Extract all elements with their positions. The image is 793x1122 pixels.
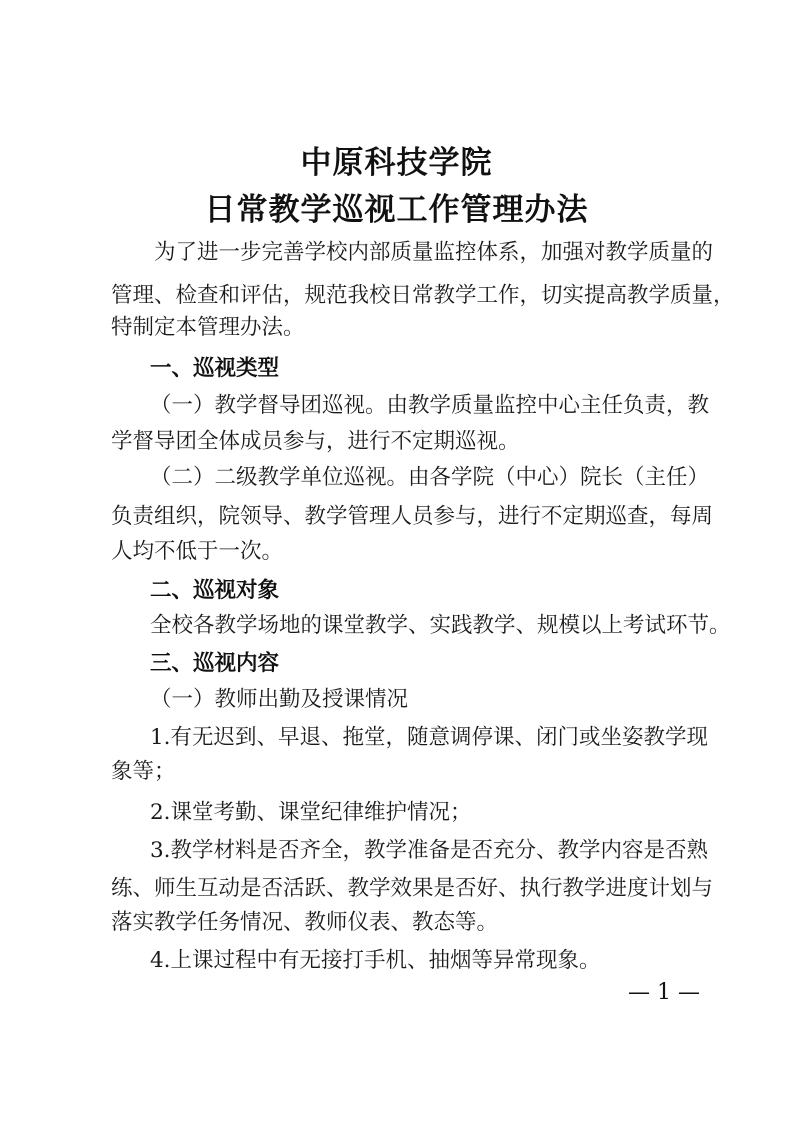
list-item: 4.上课过程中有无接打手机、抽烟等异常现象。 [150,948,601,973]
intro-line: 特制定本管理办法。 [111,315,305,340]
section-heading-content: 三、巡视内容 [150,651,280,676]
paragraph-line: 负责组织，院领导、教学管理人员参与，进行不定期巡查，每周 [111,504,714,529]
list-item: 象等； [111,759,176,784]
page-number: — 1 — [628,980,700,1005]
paragraph-line: （二）二级教学单位巡视。由各学院（中心）院长（主任） [150,465,710,490]
paragraph-line: 学督导团全体成员参与，进行不定期巡视。 [111,429,520,454]
list-item: 3.教学材料是否齐全，教学准备是否充分、教学内容是否熟 [150,838,709,863]
intro-line: 为了进一步完善学校内部质量监控体系，加强对教学质量的 [154,240,714,265]
paragraph-line: 全校各教学场地的课堂教学、实践教学、规模以上考试环节。 [150,613,731,638]
subsection-heading: （一）教师出勤及授课情况 [150,687,409,712]
document-title-school: 中原科技学院 [300,145,493,181]
intro-line: 管理、检查和评估，规范我校日常教学工作，切实提高教学质量， [111,283,735,308]
paragraph-line: 人均不低于一次。 [111,539,284,564]
list-item: 2.课堂考勤、课堂纪律维护情况； [150,800,472,825]
paragraph-line: （一）教学督导团巡视。由教学质量监控中心主任负责，教 [150,393,710,418]
list-item: 落实教学任务情况、教师仪表、教态等。 [111,910,499,935]
document-title-subject: 日常教学巡视工作管理办法 [204,192,589,228]
list-item: 1.有无迟到、早退、拖堂，随意调停课、闭门或坐姿教学现 [150,725,709,750]
section-heading-objects: 二、巡视对象 [150,578,280,603]
list-item: 练、师生互动是否活跃、教学效果是否好、执行教学进度计划与 [111,876,714,901]
section-heading-types: 一、巡视类型 [150,356,280,381]
